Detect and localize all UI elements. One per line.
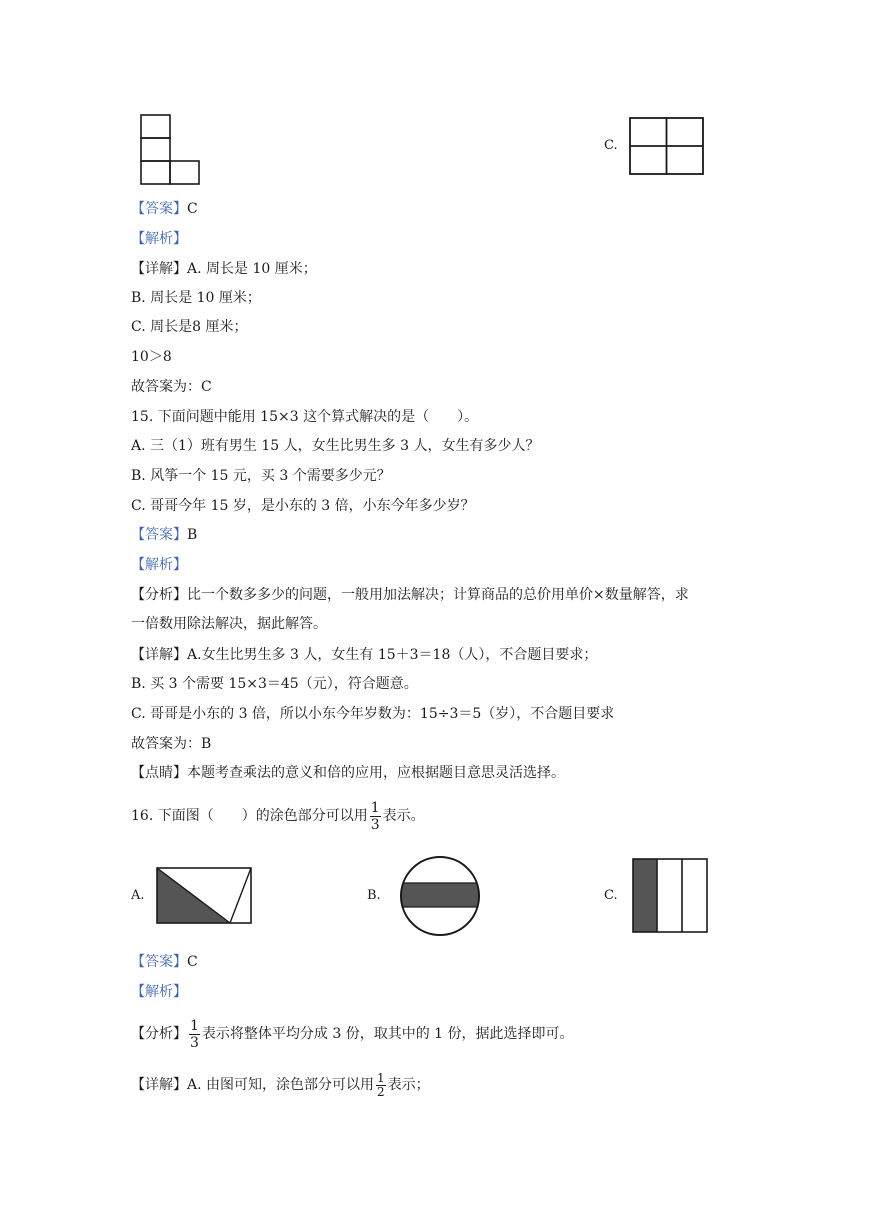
q15-detail-b: B. 买 3 个需要 15×3＝45（元），符合题意。 [131, 676, 418, 692]
q15-fenxi-line2: 一倍数用除法解决，据此解答。 [131, 616, 327, 632]
three-column-figure [631, 857, 709, 935]
fraction-denominator: 2 [377, 1084, 385, 1099]
option-b-label: B. [367, 888, 381, 903]
answer-tag: 【答案】 [131, 527, 187, 543]
q15-option-a: A. 三（1）班有男生 15 人，女生比男生多 3 人，女生有多少人？ [131, 438, 540, 454]
q16-fenxi [131, 1014, 574, 1054]
fenxi-text: 表示将整体平均分成 3 份，取其中的 1 份，据此选择即可。 [201, 1026, 574, 1042]
fraction-denominator: 3 [370, 816, 380, 833]
q16-question [131, 796, 425, 836]
question-text-tail: 表示。 [382, 808, 425, 824]
q15-dianjing [131, 763, 565, 783]
q14-detail-c: C. 周长是8 厘米； [131, 319, 248, 335]
q16-analysis-tag: 【解析】 [131, 984, 187, 1000]
rectangle-triangle-figure [155, 866, 253, 926]
detail-text: A.女生比男生多 3 人，女生有 15＋3＝18（人），不合题目要求； [187, 647, 598, 663]
option-a-label: A. [131, 888, 145, 903]
circle-band-figure [399, 855, 481, 937]
answer-value: C [187, 201, 198, 217]
q14-analysis-tag: 【解析】 [131, 231, 187, 247]
q14-compare: 10＞8 [131, 349, 172, 365]
fraction-numerator: 1 [190, 1017, 199, 1034]
fraction-one-half [376, 1072, 386, 1099]
fraction-denominator: 3 [190, 1034, 199, 1051]
question-text: 16. 下面图（ ）的涂色部分可以用 [131, 808, 368, 824]
dianjing-tag: 【点睛】 [131, 765, 187, 781]
q15-fenxi [131, 585, 689, 605]
option-c-label-top: C. [604, 138, 618, 153]
q15-question: 15. 下面问题中能用 15×3 这个算式解决的是（ ）。 [131, 409, 479, 425]
fraction-numerator: 1 [370, 799, 380, 816]
q14-detail-b: B. 周长是 10 厘米； [131, 290, 261, 306]
option-c-label: C. [604, 888, 618, 903]
q14-answer-line [131, 199, 198, 219]
q15-detail-a [131, 645, 597, 665]
q15-conclusion: 故答案为：B [131, 736, 212, 752]
detail-text: A. 由图可知，涂色部分可以用 [187, 1077, 375, 1093]
l-shape-figure [140, 114, 202, 186]
q16-detail-a [131, 1068, 430, 1102]
detail-tag: 【详解】 [131, 647, 187, 663]
detail-tag: 【详解】 [131, 261, 187, 277]
detail-tag: 【详解】 [131, 1077, 187, 1093]
fenxi-tag: 【分析】 [131, 1026, 187, 1042]
fenxi-tag: 【分析】 [131, 587, 187, 603]
q15-analysis-tag: 【解析】 [131, 557, 187, 573]
fraction-numerator: 1 [377, 1070, 385, 1085]
fraction-one-third [189, 1018, 200, 1051]
dianjing-text: 本题考查乘法的意义和倍的应用，应根据题目意思灵活选择。 [187, 765, 565, 781]
answer-tag: 【答案】 [131, 954, 187, 970]
answer-value: C [187, 954, 198, 970]
q15-answer-line [131, 525, 197, 545]
detail-text: A. 周长是 10 厘米； [187, 261, 317, 277]
answer-tag: 【答案】 [131, 201, 187, 217]
square-grid-figure [629, 117, 705, 176]
q15-option-b: B. 风筝一个 15 元，买 3 个需要多少元？ [131, 468, 391, 484]
detail-text-tail: 表示； [387, 1077, 430, 1093]
q16-answer-line [131, 952, 198, 972]
q15-option-c: C. 哥哥今年 15 岁，是小东的 3 倍，小东今年多少岁？ [131, 498, 475, 514]
q15-detail-c: C. 哥哥是小东的 3 倍，所以小东今年岁数为：15÷3＝5（岁），不合题目要求 [131, 706, 615, 722]
fraction-one-third [370, 800, 381, 833]
q14-detail-a [131, 259, 317, 279]
answer-value: B [187, 527, 198, 543]
fenxi-text: 比一个数多多少的问题，一般用加法解决；计算商品的总价用单价×数量解答，求 [187, 587, 689, 603]
q14-conclusion: 故答案为：C [131, 379, 212, 395]
